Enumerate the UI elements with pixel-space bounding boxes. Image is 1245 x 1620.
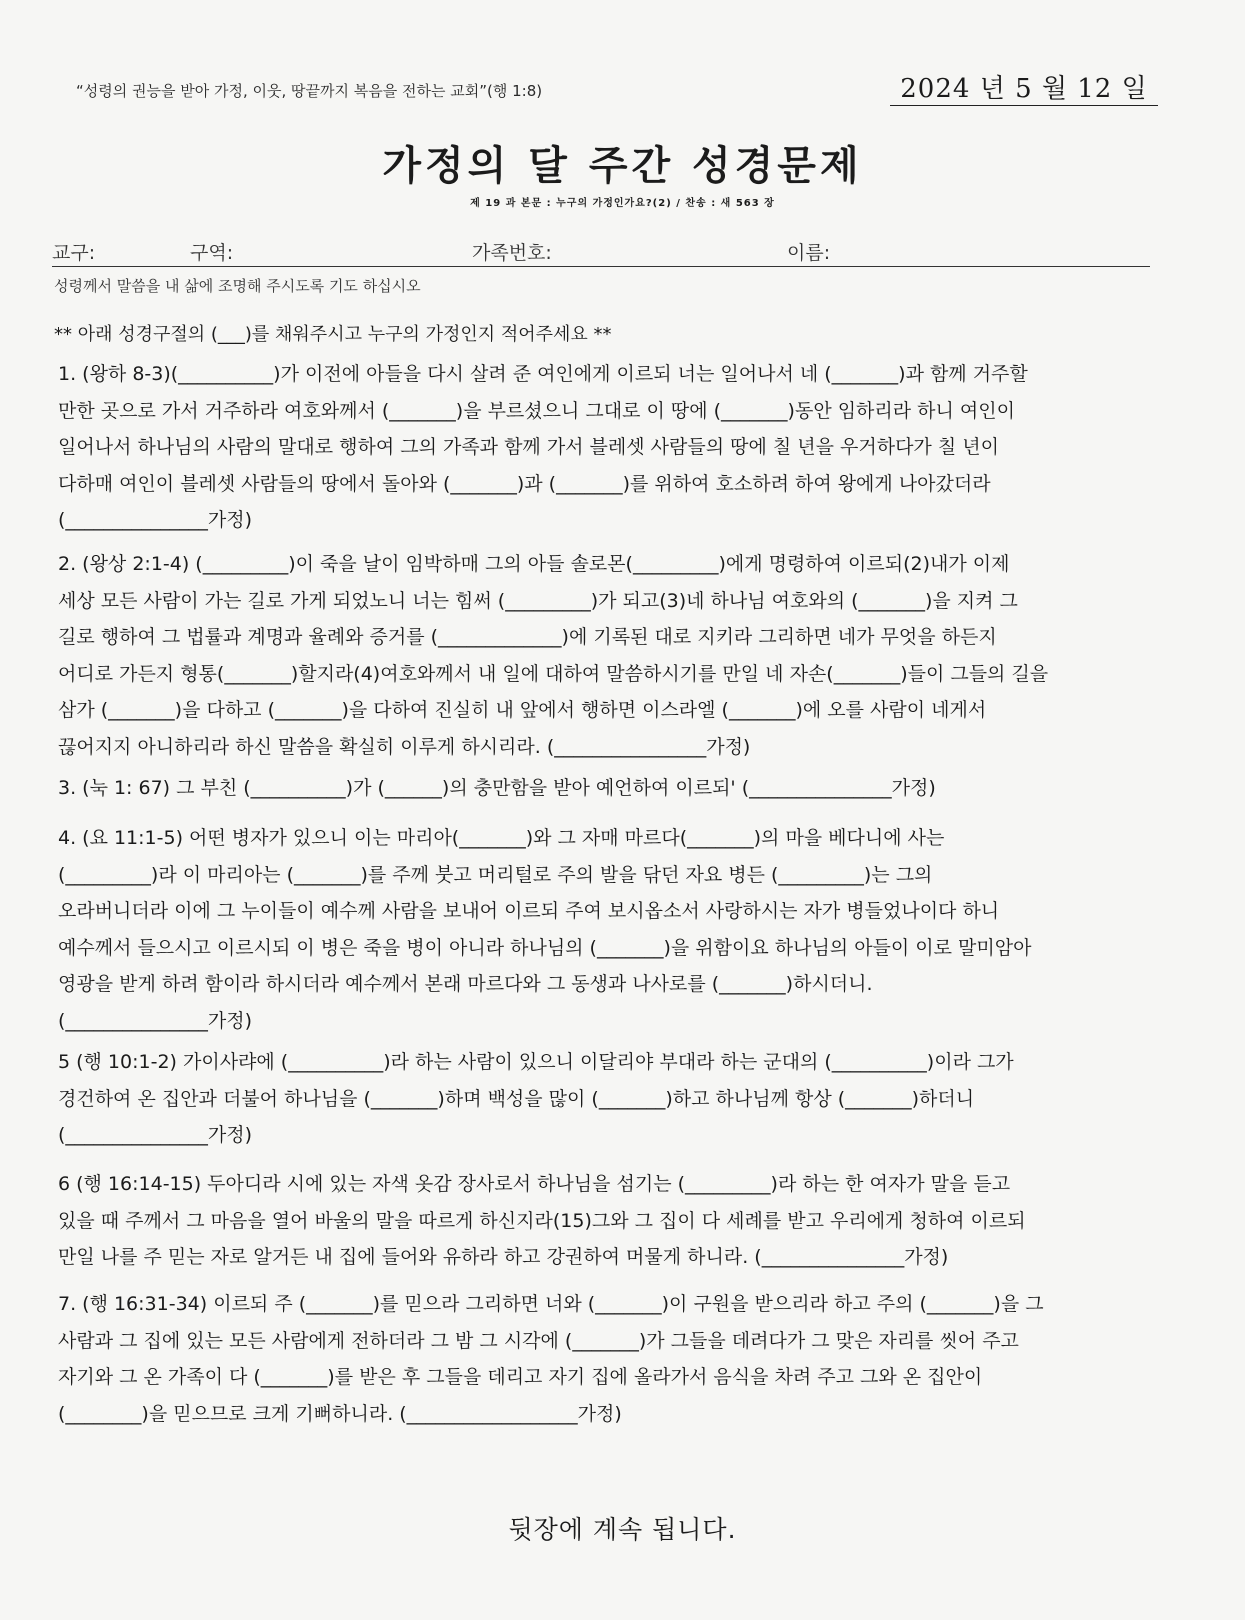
question-line: 경건하여 온 집안과 더불어 하나님을 (_______)하며 백성을 많이 (_______)하고 하나님께 항상 (_______)하더니	[58, 1087, 975, 1110]
continued-note: 뒷장에 계속 됩니다.	[508, 1515, 737, 1544]
question-line: 사람과 그 집에 있는 모든 사람에게 전하더라 그 밤 그 시각에 (_______)가 그들을 데려다가 그 맞은 자리를 씻어 주고	[58, 1329, 1019, 1352]
question-line: 7. (행 16:31-34) 이르되 주 (_______)를 믿으라 그리하면 너와 (_______)이 구원을 받으리라 하고 주의 (_______)을 그	[58, 1293, 1044, 1315]
question-line: 1. (왕하 8-3)(__________)가 이전에 아들을 다시 살려 준 여인에게 이르되 너는 일어나서 네 (_______)과 함께 거주할	[58, 363, 1028, 385]
instruction-text: ** 아래 성경구절의 (___)를 채워주시고 누구의 가정인지 적어주세요 **	[54, 324, 612, 345]
question-line: 끊어지지 아니하리라 하신 말씀을 확실히 이루게 하시리라. (________________가정)	[58, 735, 751, 758]
question-line: 세상 모든 사람이 가는 길로 가게 되었노니 너는 힘써 (_________)가 되고(3)네 하나님 여호와의 (_______)을 지켜 그	[58, 589, 1018, 612]
date-text: 2024 년 5 월 12 일	[900, 74, 1148, 104]
question-line: 자기와 그 온 가족이 다 (_______)를 받은 후 그들을 데리고 자기 집에 올라가서 음식을 차려 주고 그와 온 집안이	[58, 1366, 983, 1388]
area-label: 구역:	[190, 242, 234, 264]
district-label: 교구:	[52, 242, 96, 264]
question-line: 4. (요 11:1-5) 어떤 병자가 있으니 이는 마리아(_______)와 그 자매 마르다(_______)의 마을 베다니에 사는	[58, 827, 945, 849]
question-6	[58, 1166, 1026, 1276]
question-3	[58, 770, 936, 807]
question-line: 2. (왕상 2:1-4) (_________)이 죽을 날이 임박하매 그의 아들 솔로몬(_________)에게 명령하여 이르되(2)내가 이제	[58, 553, 1010, 575]
family-number-label: 가족번호:	[472, 242, 552, 264]
question-line: 삼가 (_______)을 다하고 (_______)을 다하여 진실히 내 앞에서 행하면 이스라엘 (_______)에 오를 사람이 네게서	[58, 699, 987, 721]
date-field	[890, 68, 1158, 106]
question-2	[58, 546, 1048, 765]
question-line: 일어나서 하나님의 사람의 말대로 행하여 그의 가족과 함께 가서 블레셋 사람들의 땅에 칠 년을 우거하다가 칠 년이	[58, 436, 999, 458]
question-line: 어디로 가든지 형통(_______)할지라(4)여호와께서 내 일에 대하여 말씀하시기를 만일 네 자손(_______)들이 그들의 길을	[58, 662, 1049, 685]
prayer-note: 성령께서 말씀을 내 삶에 조명해 주시도록 기도 하십시오	[54, 277, 421, 295]
question-1	[58, 356, 1028, 539]
question-4	[58, 820, 1031, 1039]
question-line: (_______________가정)	[58, 509, 253, 531]
question-line: 오라버니더라 이에 그 누이들이 예수께 사람을 보내어 이르되 주여 보시옵소서 사랑하시는 자가 병들었나이다 하니	[58, 900, 1000, 922]
question-line: 길로 행하여 그 법률과 계명과 율례와 증거를 (_____________)에 기록된 대로 지키라 그리하면 네가 무엇을 하든지	[58, 626, 997, 648]
question-line: (_______________가정)	[58, 1009, 253, 1032]
name-label: 이름:	[787, 242, 831, 264]
question-line: 다하매 여인이 블레셋 사람들의 땅에서 돌아와 (_______)과 (_______)를 위하여 호소하려 하여 왕에게 나아갔더라	[58, 472, 991, 495]
question-line: 있을 때 주께서 그 마음을 열어 바울의 말을 따르게 하신지라(15)그와 그 집이 다 세례를 받고 우리에게 청하여 이르되	[58, 1209, 1026, 1232]
question-line: (_______________가정)	[58, 1124, 253, 1146]
question-line: 6 (행 16:14-15) 두아디라 시에 있는 자색 옷감 장사로서 하나님을 섬기는 (_________)라 하는 한 여자가 말을 듣고	[58, 1173, 1011, 1195]
page-title: 가정의 달 주간 성경문제	[382, 143, 863, 189]
question-line: 영광을 받게 하려 함이라 하시더라 예수께서 본래 마르다와 그 동생과 나사로를 (_______)하시더니.	[58, 973, 873, 995]
question-5	[58, 1044, 1014, 1154]
question-line: (_________)라 이 마리아는 (_______)를 주께 붓고 머리털로 주의 발을 닦던 자요 병든 (_________)는 그의	[58, 863, 933, 886]
question-line: 예수께서 들으시고 이르시되 이 병은 죽을 병이 아니라 하나님의 (_______)을 위함이요 하나님의 아들이 이로 말미암아	[58, 936, 1032, 959]
question-line: 5 (행 10:1-2) 가이사랴에 (__________)라 하는 사람이 있으니 이달리야 부대라 하는 군대의 (__________)이라 그가	[58, 1051, 1014, 1073]
lesson-subtitle: 제 19 과 본문 : 누구의 가정인가요?(2) / 찬송 : 새 563 장	[470, 198, 775, 209]
question-line: (________)을 믿으므로 크게 기뻐하니라. (__________________가정)	[58, 1402, 622, 1425]
question-line: 만일 나를 주 믿는 자로 알거든 내 집에 들어와 유하라 하고 강권하여 머물게 하니라. (_______________가정)	[58, 1246, 949, 1268]
question-7	[58, 1286, 1044, 1432]
question-line: 만한 곳으로 가서 거주하라 여호와께서 (_______)을 부르셨으니 그대로 이 땅에 (_______)동안 임하리라 하니 여인이	[58, 399, 1015, 422]
question-line: 3. (눅 1: 67) 그 부친 (__________)가 (______)의 충만함을 받아 예언하여 이르되' (_______________가정)	[58, 777, 936, 799]
church-motto: “성령의 권능을 받아 가정, 이웃, 땅끝까지 복음을 전하는 교회”(행 1:8)	[76, 82, 543, 100]
info-line	[52, 236, 1150, 267]
